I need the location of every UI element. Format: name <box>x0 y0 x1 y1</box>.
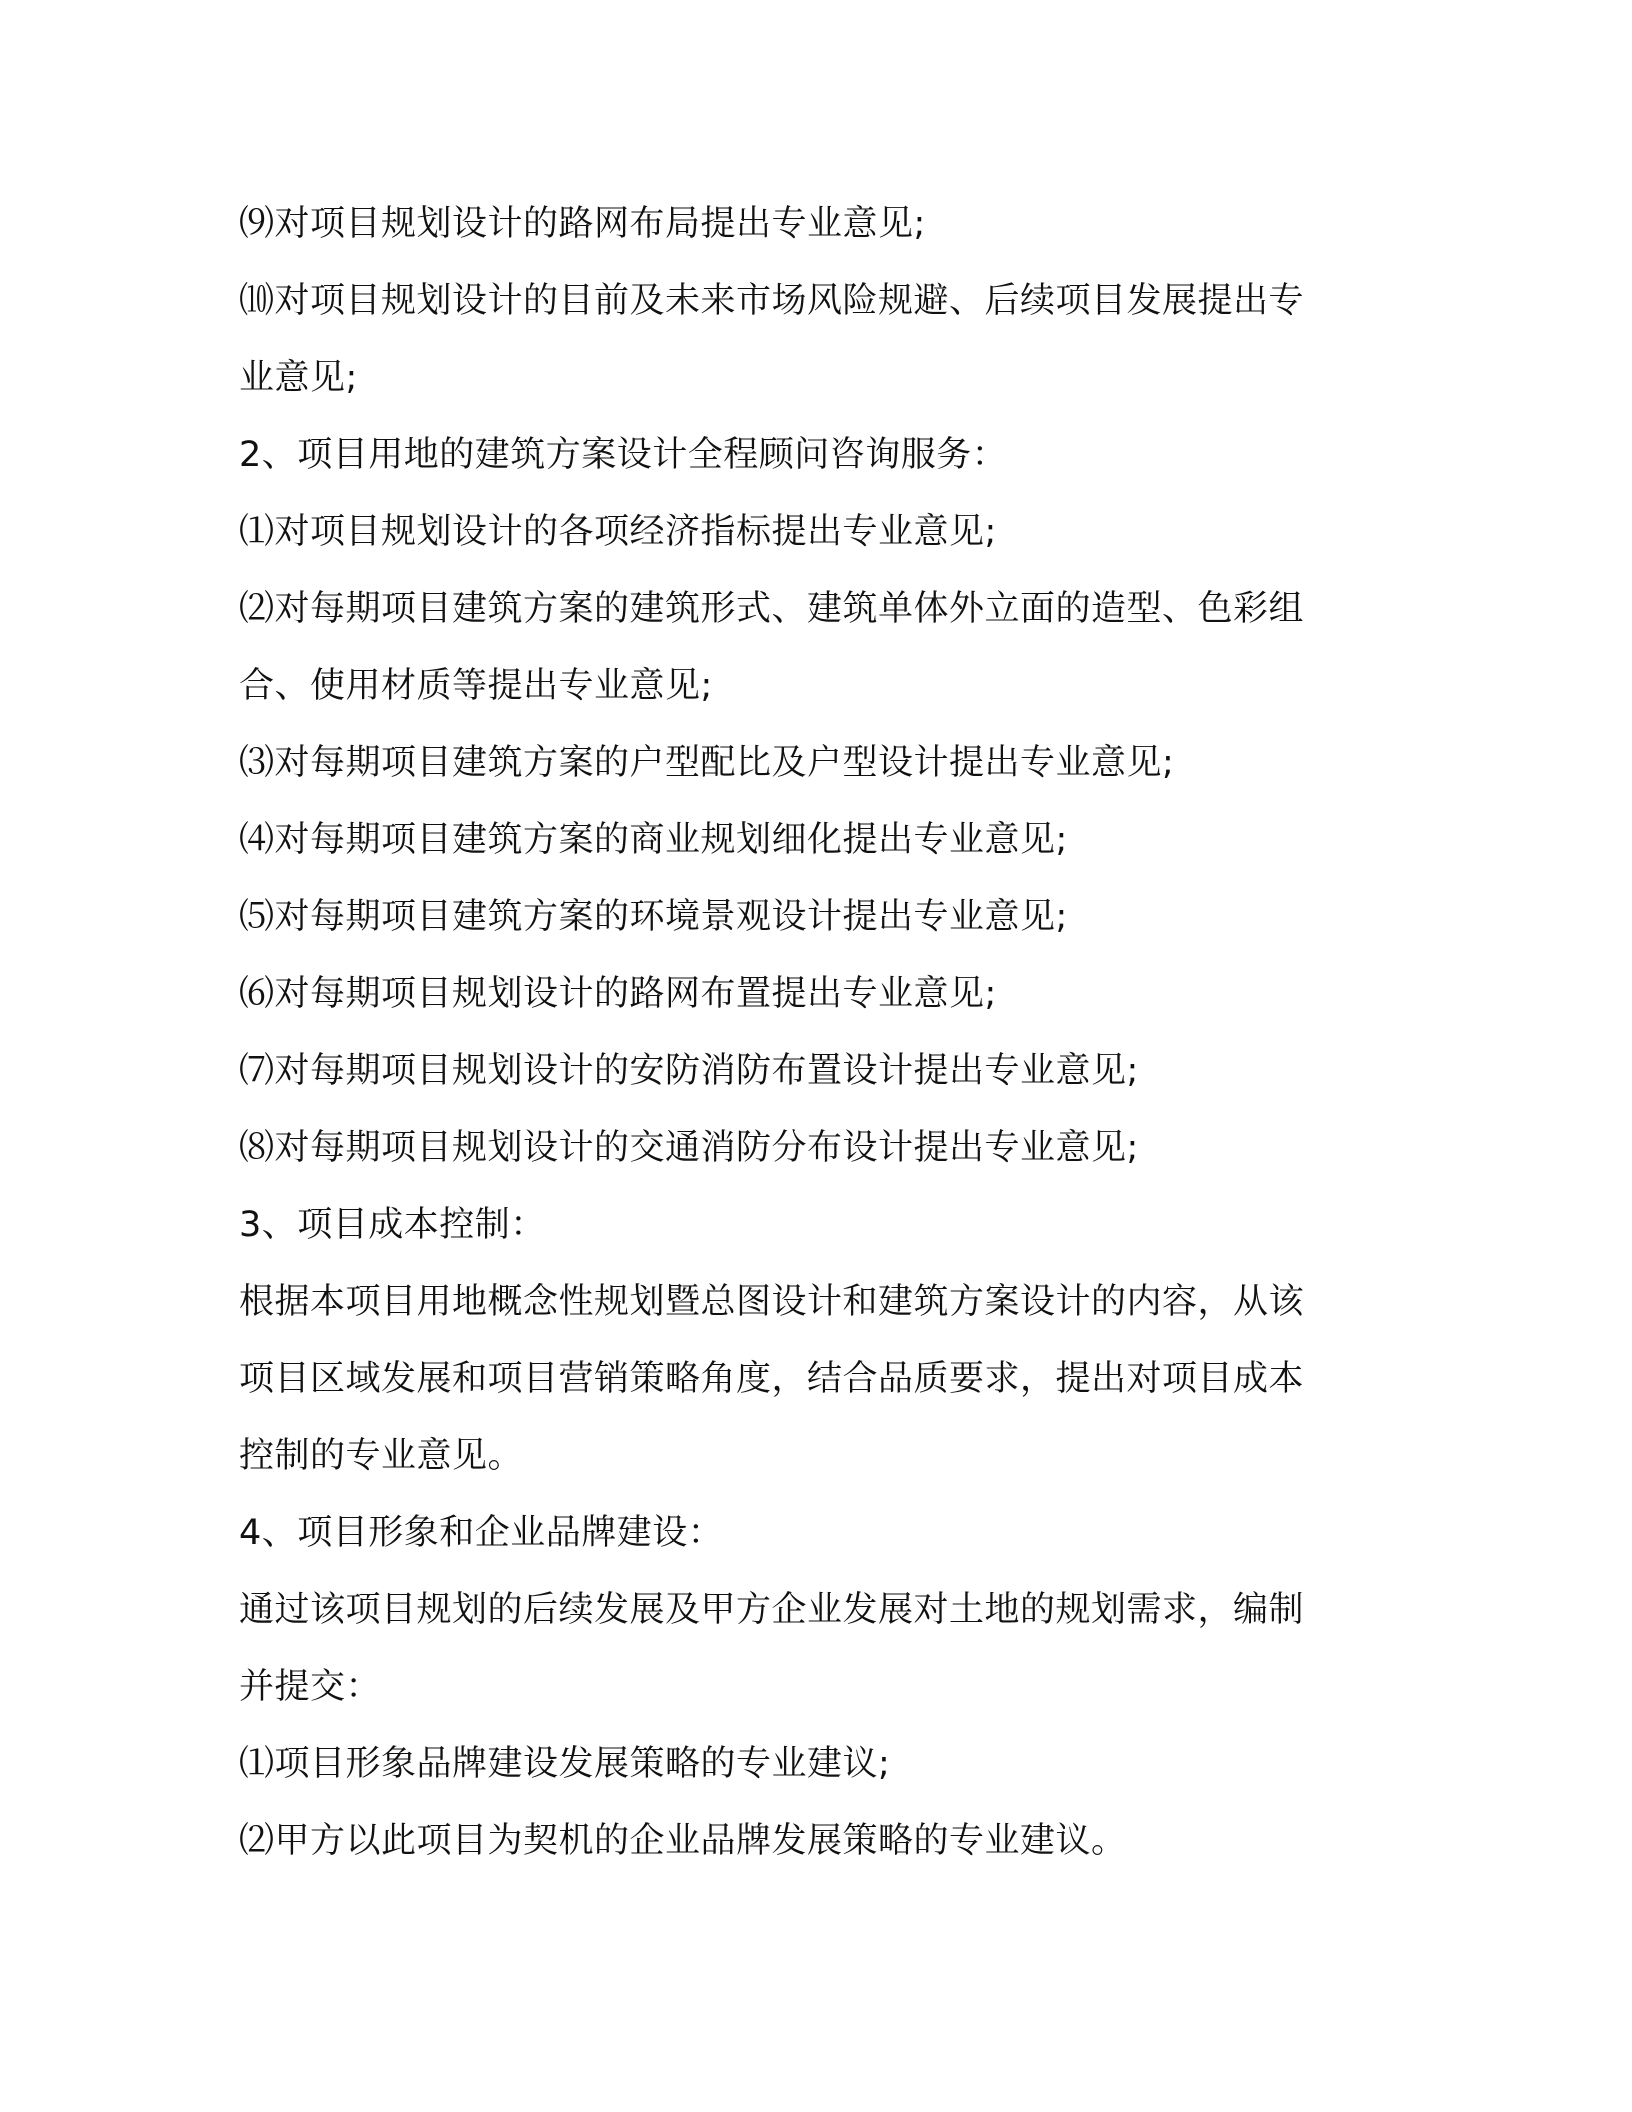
paragraph-3-line-2: 项目区域发展和项目营销策略角度，结合品质要求，提出对项目成本 <box>239 1359 1305 1399</box>
text-line-2-item-5: ⑸对每期项目建筑方案的环境景观设计提出专业意见; <box>239 897 1068 937</box>
text-line-2-item-3: ⑶对每期项目建筑方案的户型配比及户型设计提出专业意见; <box>239 743 1175 783</box>
paragraph-4-line-2: 并提交： <box>239 1667 382 1707</box>
text-line-2-item-7: ⑺对每期项目规划设计的安防消防布置设计提出专业意见; <box>239 1051 1139 1091</box>
text-line-item-10-cont: 业意见; <box>239 358 358 398</box>
text-line-2-item-8: ⑻对每期项目规划设计的交通消防分布设计提出专业意见; <box>239 1128 1139 1168</box>
text-line-2-item-2: ⑵对每期项目建筑方案的建筑形式、建筑单体外立面的造型、色彩组 <box>239 589 1305 629</box>
text-line-2-item-2-cont: 合、使用材质等提出专业意见; <box>239 666 713 706</box>
text-line-4-item-1: ⑴项目形象品牌建设发展策略的专业建议; <box>239 1744 891 1784</box>
paragraph-3-line-3: 控制的专业意见。 <box>239 1436 524 1476</box>
text-line-item-10: ⑽对项目规划设计的目前及未来市场风险规避、后续项目发展提出专 <box>239 281 1305 321</box>
text-line-2-item-4: ⑷对每期项目建筑方案的商业规划细化提出专业意见; <box>239 820 1068 860</box>
text-line-2-item-1: ⑴对项目规划设计的各项经济指标提出专业意见; <box>239 512 997 552</box>
text-line-item-9: ⑼对项目规划设计的路网布局提出专业意见; <box>239 204 926 244</box>
section-heading-4: 4、项目形象和企业品牌建设： <box>239 1513 724 1553</box>
text-line-4-item-2: ⑵甲方以此项目为契机的企业品牌发展策略的专业建议。 <box>239 1821 1127 1861</box>
section-heading-2: 2、项目用地的建筑方案设计全程顾问咨询服务： <box>239 435 1008 475</box>
paragraph-3-line-1: 根据本项目用地概念性规划暨总图设计和建筑方案设计的内容，从该 <box>239 1282 1305 1322</box>
text-line-2-item-6: ⑹对每期项目规划设计的路网布置提出专业意见; <box>239 974 997 1014</box>
document-body <box>239 186 1359 1880</box>
paragraph-4-line-1: 通过该项目规划的后续发展及甲方企业发展对土地的规划需求，编制 <box>239 1590 1305 1630</box>
section-heading-3: 3、项目成本控制： <box>239 1205 546 1245</box>
